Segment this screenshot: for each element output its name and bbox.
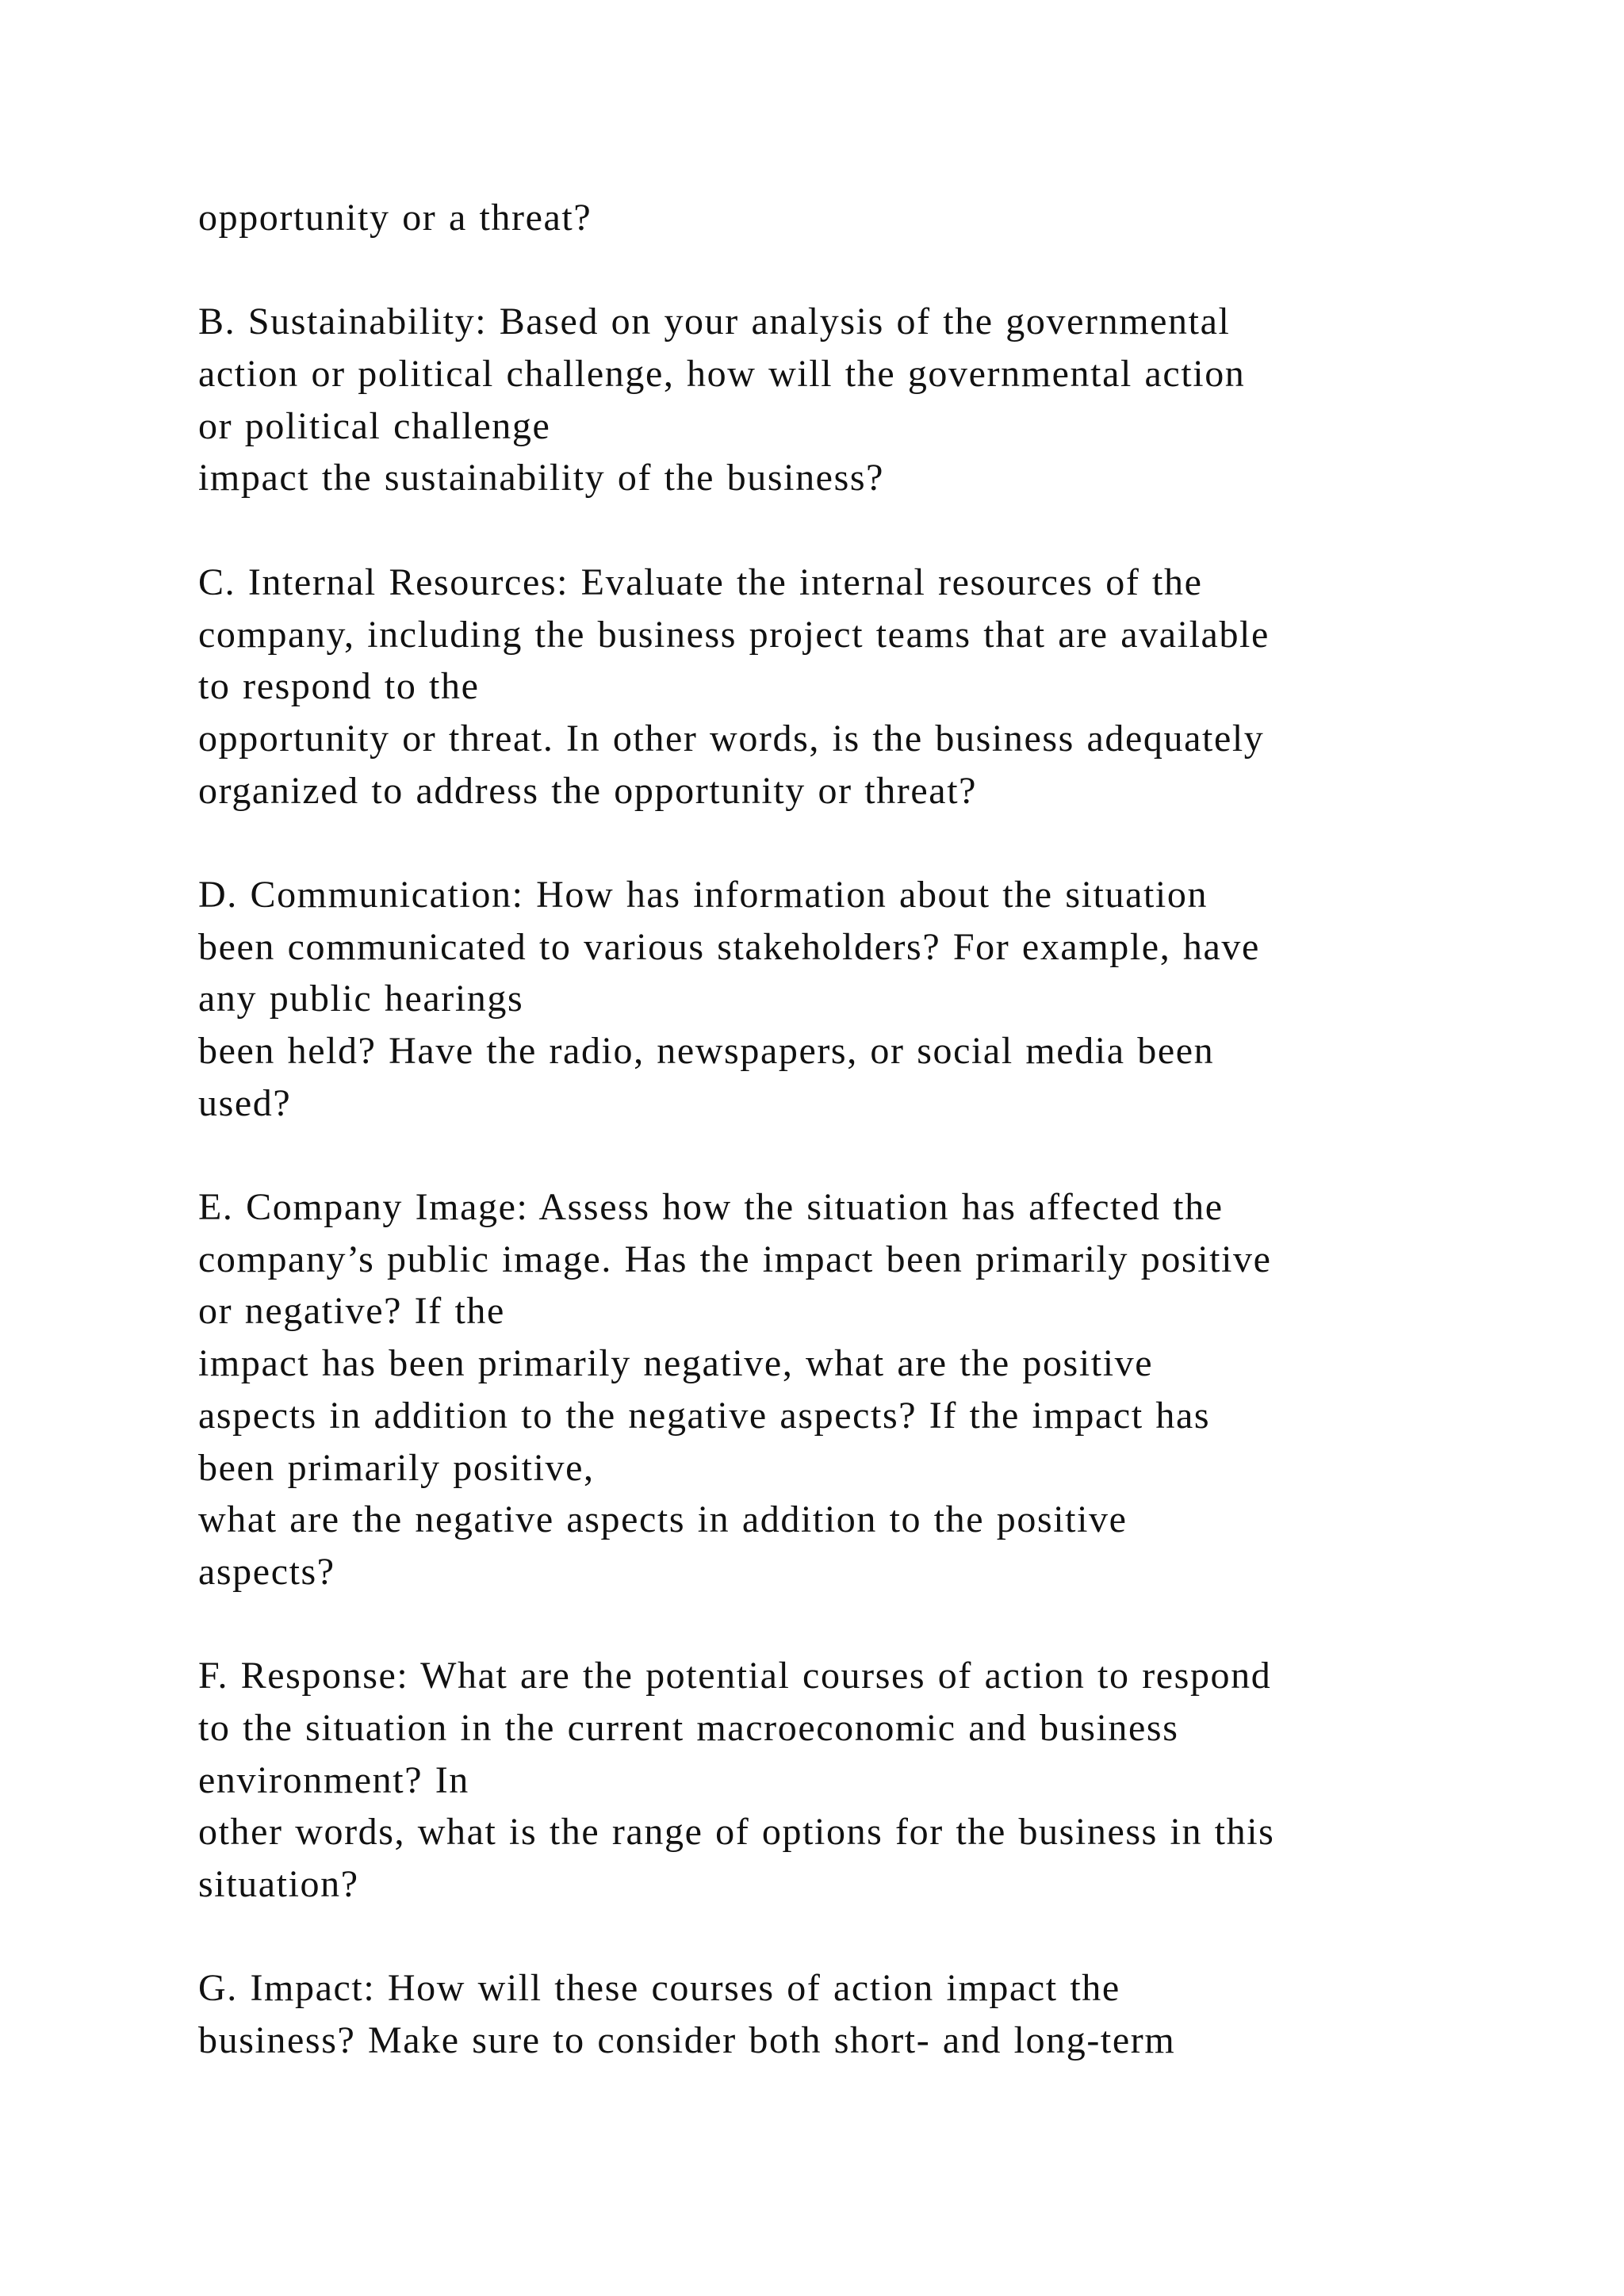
section-heading-line: E. Company Image: Assess how the situation has affected the xyxy=(198,1186,1224,1229)
paragraph-line: aspects in addition to the negative aspects? If the impact has xyxy=(198,1394,1211,1437)
paragraph-line: opportunity or a threat? xyxy=(198,197,592,239)
section-f-response xyxy=(198,1650,1530,1910)
paragraph-line: impact the sustainability of the business? xyxy=(198,457,885,499)
paragraph-line: company’s public image. Has the impact been primarily positive xyxy=(198,1238,1272,1280)
paragraph-line: impact has been primarily negative, what are the positive xyxy=(198,1342,1154,1385)
paragraph-line: opportunity or threat. In other words, is the business adequately xyxy=(198,717,1265,760)
paragraph-spacer xyxy=(198,244,1530,297)
section-d-communication xyxy=(198,869,1530,1129)
paragraph-line: organized to address the opportunity or threat? xyxy=(198,769,978,812)
paragraph-line: any public hearings xyxy=(198,978,524,1020)
paragraph-line: to the situation in the current macroeconomic and business xyxy=(198,1706,1179,1749)
paragraph-line: been primarily positive, xyxy=(198,1446,595,1489)
paragraph-line: to respond to the xyxy=(198,665,480,708)
section-heading-line: G. Impact: How will these courses of action impact the xyxy=(198,1967,1120,2010)
section-c-internal-resources xyxy=(198,557,1530,817)
section-heading-line: C. Internal Resources: Evaluate the internal resources of the xyxy=(198,561,1203,603)
paragraph-line: action or political challenge, how will the governmental action xyxy=(198,353,1246,396)
paragraph-line: environment? In xyxy=(198,1758,469,1801)
paragraph-line: other words, what is the range of options for the business in this xyxy=(198,1811,1275,1854)
paragraph-line: used? xyxy=(198,1081,292,1124)
intro-paragraph xyxy=(198,192,1530,244)
paragraph-spacer xyxy=(198,1911,1530,1963)
paragraph-line: aspects? xyxy=(198,1550,335,1593)
section-heading-line: B. Sustainability: Based on your analysis of the governmental xyxy=(198,300,1231,343)
section-heading-line: F. Response: What are the potential courses of action to respond xyxy=(198,1655,1272,1697)
paragraph-line: business? Make sure to consider both short- and long-term xyxy=(198,2019,1176,2062)
section-b-sustainability xyxy=(198,296,1530,504)
paragraph-spacer xyxy=(198,1129,1530,1181)
paragraph-line: been held? Have the radio, newspapers, or social media been xyxy=(198,1030,1215,1072)
paragraph-line: or negative? If the xyxy=(198,1290,505,1333)
paragraph-spacer xyxy=(198,504,1530,557)
paragraph-line: what are the negative aspects in addition to the positive xyxy=(198,1498,1128,1541)
section-e-company-image xyxy=(198,1181,1530,1598)
document-body xyxy=(198,192,1530,2067)
section-g-impact xyxy=(198,1962,1530,2066)
paragraph-spacer xyxy=(198,817,1530,869)
paragraph-line: or political challenge xyxy=(198,404,551,447)
paragraph-line: situation? xyxy=(198,1863,359,1905)
paragraph-spacer xyxy=(198,1598,1530,1651)
section-heading-line: D. Communication: How has information about the situation xyxy=(198,873,1208,916)
paragraph-line: been communicated to various stakeholders? For example, have xyxy=(198,925,1260,968)
paragraph-line: company, including the business project teams that are available xyxy=(198,613,1270,656)
